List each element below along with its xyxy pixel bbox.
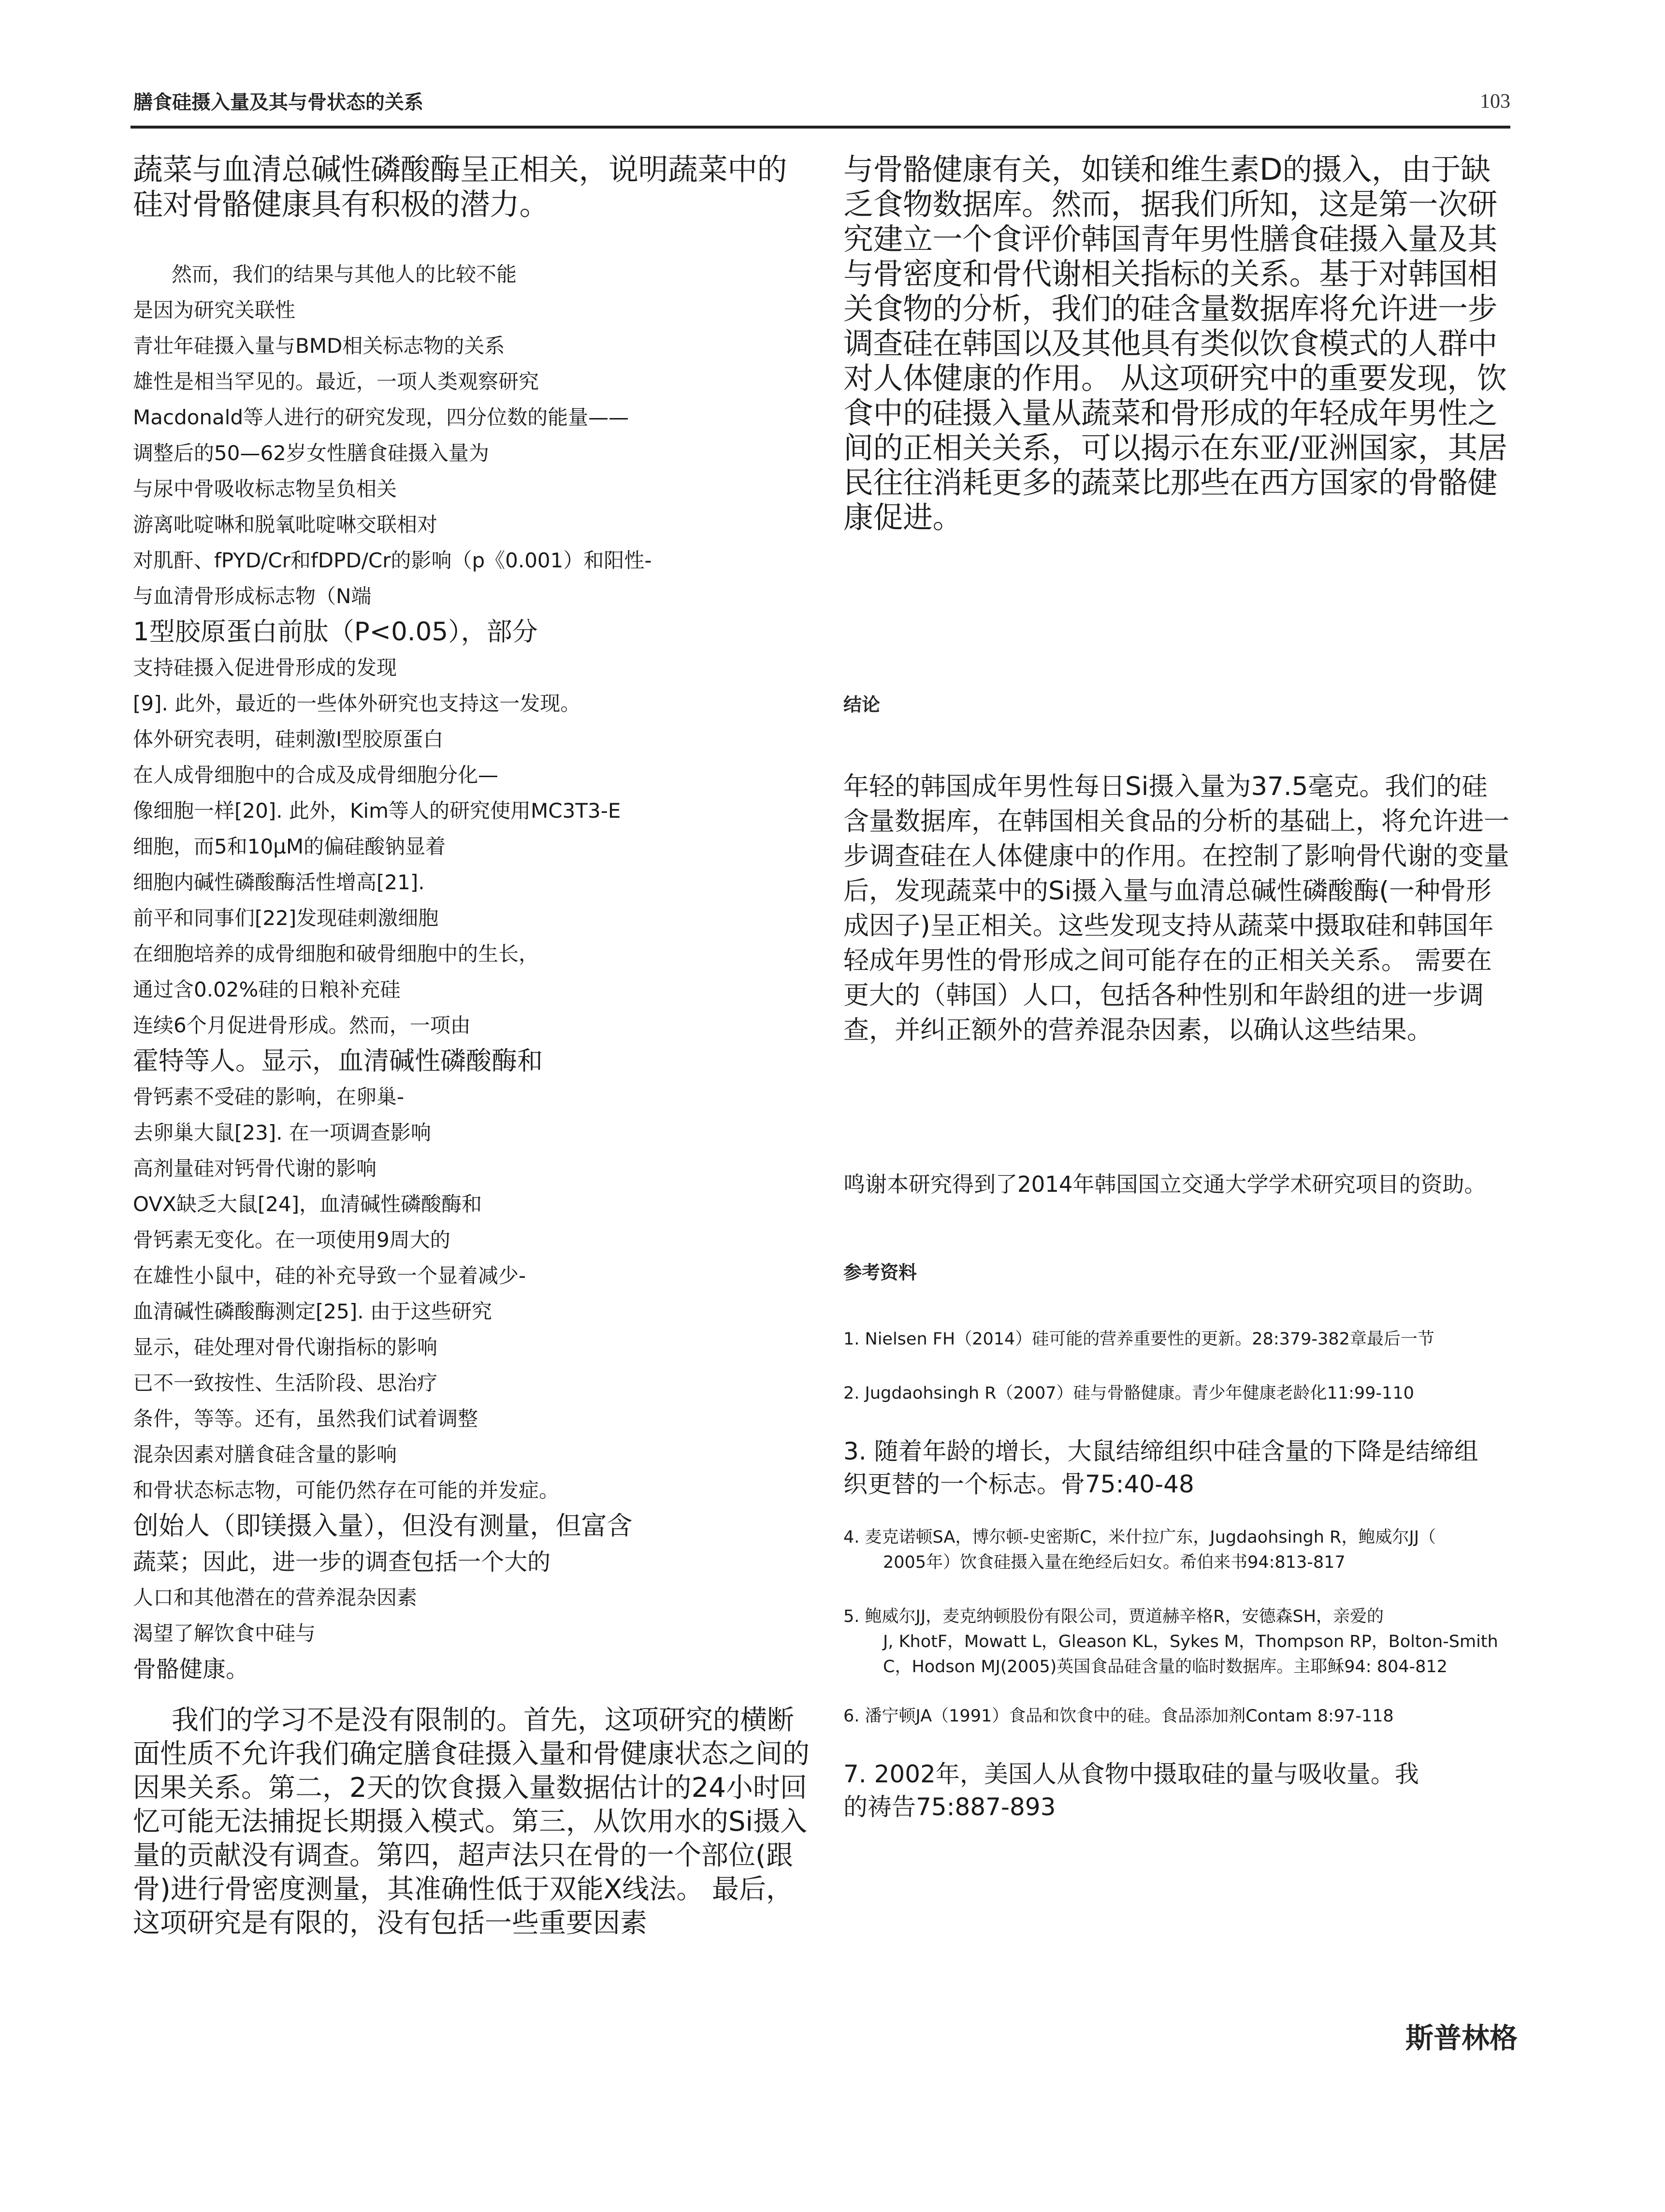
reference-first-line: 3. 随着年龄的增长，大鼠结缔组织中硅含量的下降是结缔组 [843, 1437, 1478, 1465]
reference-continuation: 的祷告75:887-893 [843, 1793, 1056, 1821]
discussion-line: 人口和其他潜在的营养混杂因素 [133, 1586, 418, 1609]
reference-item [843, 1381, 1513, 1406]
page-number: 103 [1480, 90, 1510, 113]
discussion-line: 前平和同事们[22]发现硅刺激细胞 [133, 906, 439, 930]
discussion-line: 在雄性小鼠中，硅的补充导致一个显着减少- [133, 1264, 526, 1287]
discussion-line: 与尿中骨吸收标志物呈负相关 [133, 477, 397, 501]
publisher-footer: 斯普林格 [1405, 2022, 1518, 2054]
reference-item [843, 1435, 1513, 1501]
discussion-line: 已不一致按性、生活阶段、思治疗 [133, 1371, 438, 1395]
discussion-line: 青壮年硅摄入量与BMD相关标志物的关系 [133, 334, 505, 358]
reference-first-line: 4. 麦克诺顿SA，博尔顿-史密斯C，米什拉广东，Jugdaohsingh R，鲍威尔JJ（ [843, 1528, 1436, 1547]
discussion-line: 1型胶原蛋白前肽（P<0.05），部分 [133, 617, 538, 647]
conclusion-paragraph: 年轻的韩国成年男性每日Si摄入量为37.5毫克。我们的硅含量数据库，在韩国相关食品的分析的基础上，将允许进一步调查硅在人体健康中的作用。在控制了影响骨代谢的变量后，发现蔬菜中的Si摄入量与血清总碱性磷酸酶(一种骨形成因子)呈正相关。这些发现支持从蔬菜中摄取硅和韩国年轻成年男性的骨形成之间可能存在的正相关关系。 需要在更大的（韩国）人口，包括各种性别和年龄组的进一步调查，并纠正额外的营养混杂因素，以确认这些结果。 [843, 772, 1509, 1045]
conclusion-heading: 结论 [843, 694, 881, 715]
reference-continuation: 织更替的一个标志。骨75:40-48 [843, 1470, 1194, 1498]
right-column [843, 152, 1513, 1823]
discussion-line: 细胞，而5和10μM的偏硅酸钠显着 [133, 835, 446, 858]
discussion-line: 骨钙素无变化。在一项使用9周大的 [133, 1228, 450, 1252]
discussion-line: 去卵巢大鼠[23]. 在一项调查影响 [133, 1121, 431, 1144]
reference-first-line: 7. 2002年，美国人从食物中摄取硅的量与吸收量。我 [843, 1760, 1419, 1788]
discussion-line: 调整后的50—62岁女性膳食硅摄入量为 [133, 441, 489, 465]
discussion-line: Macdonald等人进行的研究发现，四分位数的能量—— [133, 405, 629, 429]
reference-item [843, 1525, 1513, 1575]
discussion-line: 然而，我们的结果与其他人的比较不能 [172, 262, 517, 286]
reference-item [843, 1704, 1513, 1729]
reference-first-line: 2. Jugdaohsingh R（2007）硅与骨骼健康。青少年健康老龄化11:99-110 [843, 1384, 1414, 1403]
reference-item [843, 1758, 1513, 1823]
discussion-line: 是因为研究关联性 [133, 298, 296, 322]
discussion-line: 连续6个月促进骨形成。然而，一项由 [133, 1013, 471, 1037]
discussion-line: 对肌酐、fPYD/Cr和fDPD/Cr的影响（p《0.001）和阳性- [133, 549, 652, 572]
discussion-lines [133, 257, 810, 1687]
discussion-line: 通过含0.02%硅的日粮补充硅 [133, 978, 401, 1001]
page-header [130, 81, 1510, 129]
references-heading: 参考资料 [843, 1262, 917, 1283]
discussion-line: 游离吡啶啉和脱氧吡啶啉交联相对 [133, 513, 438, 536]
discussion-line: 血清碱性磷酸酶测定[25]. 由于这些研究 [133, 1300, 492, 1323]
discussion-line: 条件，等等。还有，虽然我们试着调整 [133, 1407, 478, 1431]
discussion-line: 和骨状态标志物，可能仍然存在可能的并发症。 [133, 1478, 560, 1502]
discussion-line: 创始人（即镁摄入量），但没有测量，但富含 [133, 1511, 633, 1541]
reference-first-line: 6. 潘宁顿JA（1991）食品和饮食中的硅。食品添加剂Contam 8:97-118 [843, 1706, 1394, 1726]
discussion-line: 渴望了解饮食中硅与 [133, 1621, 316, 1645]
running-title: 膳食硅摄入量及其与骨状态的关系 [133, 91, 423, 114]
discussion-line: 体外研究表明，硅刺激I型胶原蛋白 [133, 727, 444, 751]
reference-first-line: 1. Nielsen FH（2014）硅可能的营养重要性的更新。28:379-382章最后一节 [843, 1330, 1434, 1349]
discussion-line: 显示，硅处理对骨代谢指标的影响 [133, 1335, 438, 1359]
discussion-line: 高剂量硅对钙骨代谢的影响 [133, 1157, 377, 1180]
discussion-line: 细胞内碱性磷酸酶活性增高[21]. [133, 870, 425, 894]
discussion-line: 在细胞培养的成骨细胞和破骨细胞中的生长， [133, 942, 539, 966]
continuation-paragraph: 与骨骼健康有关，如镁和维生素D的摄入，由于缺乏食物数据库。然而，据我们所知，这是第一次研究建立一个食评价韩国青年男性膳食硅摄入量及其与骨密度和骨代谢相关指标的关系。基于对韩国相关食物的分析，我们的硅含量数据库将允许进一步调查硅在韩国以及其他具有类似饮食模式的人群中对人体健康的作用。 从这项研究中的重要发现，饮食中的硅摄入量从蔬菜和骨形成的年轻成年男性之间的正相关关系，可以揭示在东亚/亚洲国家，其居民往往消耗更多的蔬菜比那些在西方国家的骨骼健康促进。 [843, 152, 1507, 535]
limitations-paragraph: 我们的学习不是没有限制的。首先，这项研究的横断面性质不允许我们确定膳食硅摄入量和骨健康状态之间的因果关系。第二，2天的饮食摄入量数据估计的24小时回忆可能无法捕捉长期摄入模式。第三，从饮用水的Si摄入量的贡献没有调查。第四，超声法只在骨的一个部位(跟骨)进行骨密度测量，其准确性低于双能X线法。 最后，这项研究是有限的，没有包括一些重要因素 [133, 1705, 810, 1939]
reference-continuation: 2005年）饮食硅摄入量在绝经后妇女。希伯来书94:813-817 [883, 1553, 1346, 1572]
acknowledgement: 鸣谢本研究得到了2014年韩国国立交通大学学术研究项目的资助。 [843, 1171, 1486, 1197]
discussion-line: [9]. 此外，最近的一些体外研究也支持这一发现。 [133, 692, 581, 715]
discussion-line: 混杂因素对膳食硅含量的影响 [133, 1443, 397, 1466]
reference-continuation: J, KhotF，Mowatt L，Gleason KL，Sykes M，Thompson RP，Bolton-Smith C，Hodson MJ(2005)英国食品硅含量的临时数据库。主耶稣94: 804-812 [883, 1632, 1498, 1677]
left-column [133, 152, 810, 1967]
discussion-line: OVX缺乏大鼠[24]，血清碱性磷酸酶和 [133, 1192, 482, 1216]
references-list [843, 1327, 1513, 1823]
reference-item [843, 1604, 1513, 1679]
reference-first-line: 5. 鲍威尔JJ，麦克纳顿股份有限公司，贾道赫辛格R，安德森SH，亲爱的 [843, 1607, 1384, 1626]
discussion-line: 骨钙素不受硅的影响，在卵巢- [133, 1085, 405, 1109]
discussion-line: 骨骼健康。 [133, 1656, 249, 1683]
discussion-line: 像细胞一样[20]. 此外，Kim等人的研究使用MC3T3-E [133, 799, 621, 823]
reference-item [843, 1327, 1513, 1352]
discussion-line: 霍特等人。显示，血清碱性磷酸酶和 [133, 1046, 543, 1076]
discussion-line: 支持硅摄入促进骨形成的发现 [133, 656, 397, 680]
discussion-line: 与血清骨形成标志物（N端 [133, 584, 372, 608]
intro-paragraph: 蔬菜与血清总碱性磷酸酶呈正相关，说明蔬菜中的硅对骨骼健康具有积极的潜力。 [133, 152, 787, 222]
discussion-line: 蔬菜；因此，进一步的调查包括一个大的 [133, 1548, 551, 1576]
discussion-line: 雄性是相当罕见的。最近，一项人类观察研究 [133, 370, 539, 393]
discussion-line: 在人成骨细胞中的合成及成骨细胞分化— [133, 763, 499, 787]
